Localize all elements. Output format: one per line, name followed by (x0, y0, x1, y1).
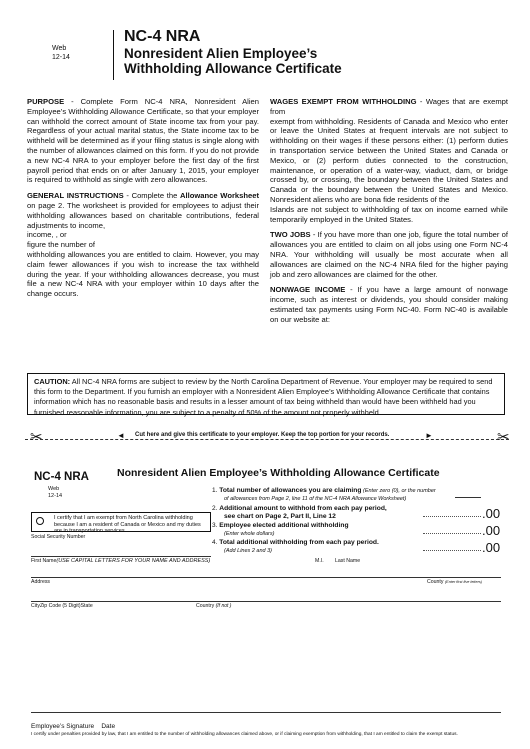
two-jobs-heading: TWO JOBS (270, 230, 311, 240)
wages-text-c: Islands are not subject to withholding of tax on income earned while temporarily employed in the United States. (270, 204, 508, 224)
line2-field[interactable] (423, 516, 481, 517)
wages-text-a: - Wages that are exempt from (270, 97, 508, 116)
caution-text: All NC-4 NRA forms are subject to review by the North Carolina Department of Revenue. Your employer may be required to send this form to the Department. If you furnish an employer with a Nonresident Alien Employee’s Withholding Allowance Certificate that contains information which has no reasonable basis and results in a lesser amount of tax being withheld than would have been withheld had you furnished reasonable information, you are subject to a penalty of 50% of the amount not properly withheld. (34, 377, 493, 417)
scissors-right-icon: ✂ (497, 429, 510, 446)
address-field[interactable] (31, 601, 501, 602)
line1 (212, 487, 447, 503)
country-note: (If not ) (215, 603, 232, 609)
purpose-section (27, 97, 259, 185)
first-name-label: First Name (31, 558, 57, 564)
ssn-label: Social Security Number (31, 534, 86, 540)
caution-box (27, 373, 505, 415)
line1-note: (Enter zero (0), or the number (361, 488, 436, 494)
cut-instruction: Cut here and give this certificate to your employer. Keep the top portion for your records. (135, 432, 390, 438)
line3-field[interactable] (423, 533, 481, 534)
line4-number: 4. (212, 539, 218, 546)
date-label: Date (101, 723, 116, 730)
signature-label-row (31, 723, 115, 730)
certificate-web-version (48, 486, 62, 500)
line1-field[interactable] (455, 497, 481, 498)
country-label: Country (196, 603, 215, 609)
state-label: State (80, 603, 93, 609)
certification-footer: I certify under penalties provided by law, that I am entitled to the number of withholding allowances claimed above, or if claiming exemption from withholding, that I am entitled to claim the exempt status. (31, 732, 458, 737)
exempt-certification-text: I certify that I am exempt from North Carolina withholding because I am a resident of Canada or Mexico and my duties are in transportation services. (54, 515, 201, 534)
form-number: NC-4 NRA (124, 28, 201, 45)
cut-line (25, 439, 509, 440)
form-title-line2: Withholding Allowance Certificate (124, 61, 342, 76)
right-column (270, 97, 508, 331)
county-label-row (427, 579, 482, 585)
nonwage-text: - If you have a large amount of nonwage income, such as interest or dividends, you should consider making estimated tax payments using Form NC-40. Form NC-40 is available on our website at: (270, 285, 508, 324)
certificate-revision-date: 12-14 (48, 493, 63, 499)
line2-number: 2. (212, 505, 218, 512)
line3-label: Employee elected additional withholding (219, 522, 349, 529)
name-label-row (31, 558, 210, 564)
line1-number: 1. (212, 487, 218, 494)
revision-date: 12-14 (52, 54, 70, 61)
county-label: County (427, 579, 444, 585)
scissors-left-icon: ✂ (30, 429, 43, 446)
city-label-row (31, 603, 93, 609)
county-note: (Enter first five letters) (444, 580, 483, 584)
purpose-heading: PURPOSE (27, 97, 65, 106)
line3-note: (Enter whole dollars) (224, 531, 275, 537)
line4-cents: .00 (482, 540, 501, 555)
exempt-checkbox[interactable] (36, 517, 44, 525)
general-heading: GENERAL INSTRUCTIONS (27, 191, 124, 201)
city-label: City (31, 603, 40, 609)
name-caps-note: (USE CAPITAL LETTERS FOR YOUR NAME AND ADDRESS) (56, 558, 211, 564)
line1-note2: of allowances from Page 2, line 11 of the NC-4 NRA Allowance Worksheet) (224, 496, 407, 502)
name-field[interactable] (31, 577, 501, 578)
line3-number: 3. (212, 522, 218, 529)
two-jobs-section (270, 230, 508, 279)
line2 (212, 505, 412, 521)
line2-label: Additional amount to withhold from each pay period, (219, 505, 387, 512)
general-section (27, 191, 259, 230)
caution-heading: CAUTION: (34, 377, 71, 386)
general-text-a: - Complete the (123, 191, 181, 201)
line2-label2: see chart on Page 2, Part II, Line 12 (224, 513, 336, 520)
form-title (124, 46, 342, 76)
signature-label: Employee’s Signature (31, 723, 95, 730)
country-label-row (196, 603, 231, 609)
web-version (52, 44, 70, 62)
ssn-field[interactable] (31, 556, 211, 557)
general-text-e: withholding allowances you are entitled to claim. However, you may claim fewer allowances if you wish to increase the tax withheld during the year. If your withholding allowances decrease, you must file a new NC-4 NRA with your employer within 10 days after the change occurs. (27, 249, 259, 299)
left-column (27, 97, 259, 299)
general-text-c: income, , or (27, 230, 67, 240)
address-label: Address (31, 579, 51, 585)
line4 (212, 539, 422, 555)
line4-label: Total additional withholding from each pay period. (219, 539, 379, 546)
form-title-line1: Nonresident Alien Employee’s (124, 46, 318, 61)
two-jobs-text: - If you have more than one job, figure the total number of allowances you are entitled to claim on all jobs using one Form NC-4 NRA. Your withholding will usually be most accurate when all allowances are claimed on the NC-4 NRA filed for the higher paying job and zero allowances are claimed for the other. (270, 230, 508, 279)
wages-section (270, 97, 508, 117)
mi-label: M.I. (315, 558, 324, 564)
certificate-title: Nonresident Alien Employee’s Withholding Allowance Certificate (117, 467, 440, 479)
header-divider (113, 30, 114, 80)
wages-heading: WAGES EXEMPT FROM WITHHOLDING (270, 97, 417, 106)
wages-text-b: exempt from withholding. Residents of Canada and Mexico who enter or leave the United States at frequent intervals are not subject to withholding on their wages if these persons either: (1) perform duties in transportation service between the United States and Canada or Mexico, or (2) perform duties connected to the construction, maintenance, or operation of a water-way, viaduct, dam, or bridge crossed by, or crossing, the boundary between the United States and Canada or the boundary between the United States and Mexico. Nonresident aliens who are bona fide residents of the (270, 116, 508, 204)
line1-label: Total number of allowances you are claiming (219, 487, 362, 494)
line2-cents: .00 (482, 506, 501, 521)
last-name-label: Last Name (335, 558, 361, 564)
nonwage-heading: NONWAGE INCOME (270, 285, 346, 295)
exempt-certification-box (31, 512, 211, 532)
arrow-left-icon: ◄ (117, 431, 125, 440)
certificate-form-number: NC-4 NRA (34, 471, 89, 483)
general-text-b: on page 2. The worksheet is provided for employees to adjust their withholding allowances based on charitable contributions, federal adjustments to income, (27, 200, 259, 230)
general-text-d: figure the number of (27, 240, 95, 250)
line3 (212, 522, 412, 538)
city-field[interactable] (31, 712, 501, 713)
line4-note: (Add Lines 2 and 3) (224, 548, 273, 554)
purpose-text: - Complete Form NC-4 NRA, Nonresident Alien Employee’s Withholding Allowance Certificate, so that your employer can withhold the correct amount of State income tax from your pay. Regardless of your actual marital status, the State income tax to be withheld will be determined as if your filing status is single along with the number of allowances claimed on this form. If you do not provide a new NC-4 NRA to your employer before the first day of the first payroll period that ends on or after January 1, 2015, your employer is required to withhold as single with zero allowances. (27, 97, 259, 185)
arrow-right-icon: ► (425, 431, 433, 440)
general-bold: Allowance Worksheet (180, 191, 259, 201)
certificate-web-label: Web (48, 486, 60, 492)
line4-field[interactable] (423, 550, 481, 551)
zip-label: Zip Code (5 Digit) (39, 603, 81, 609)
nonwage-section (270, 285, 508, 324)
web-label: Web (52, 45, 67, 52)
line3-cents: .00 (482, 523, 501, 538)
